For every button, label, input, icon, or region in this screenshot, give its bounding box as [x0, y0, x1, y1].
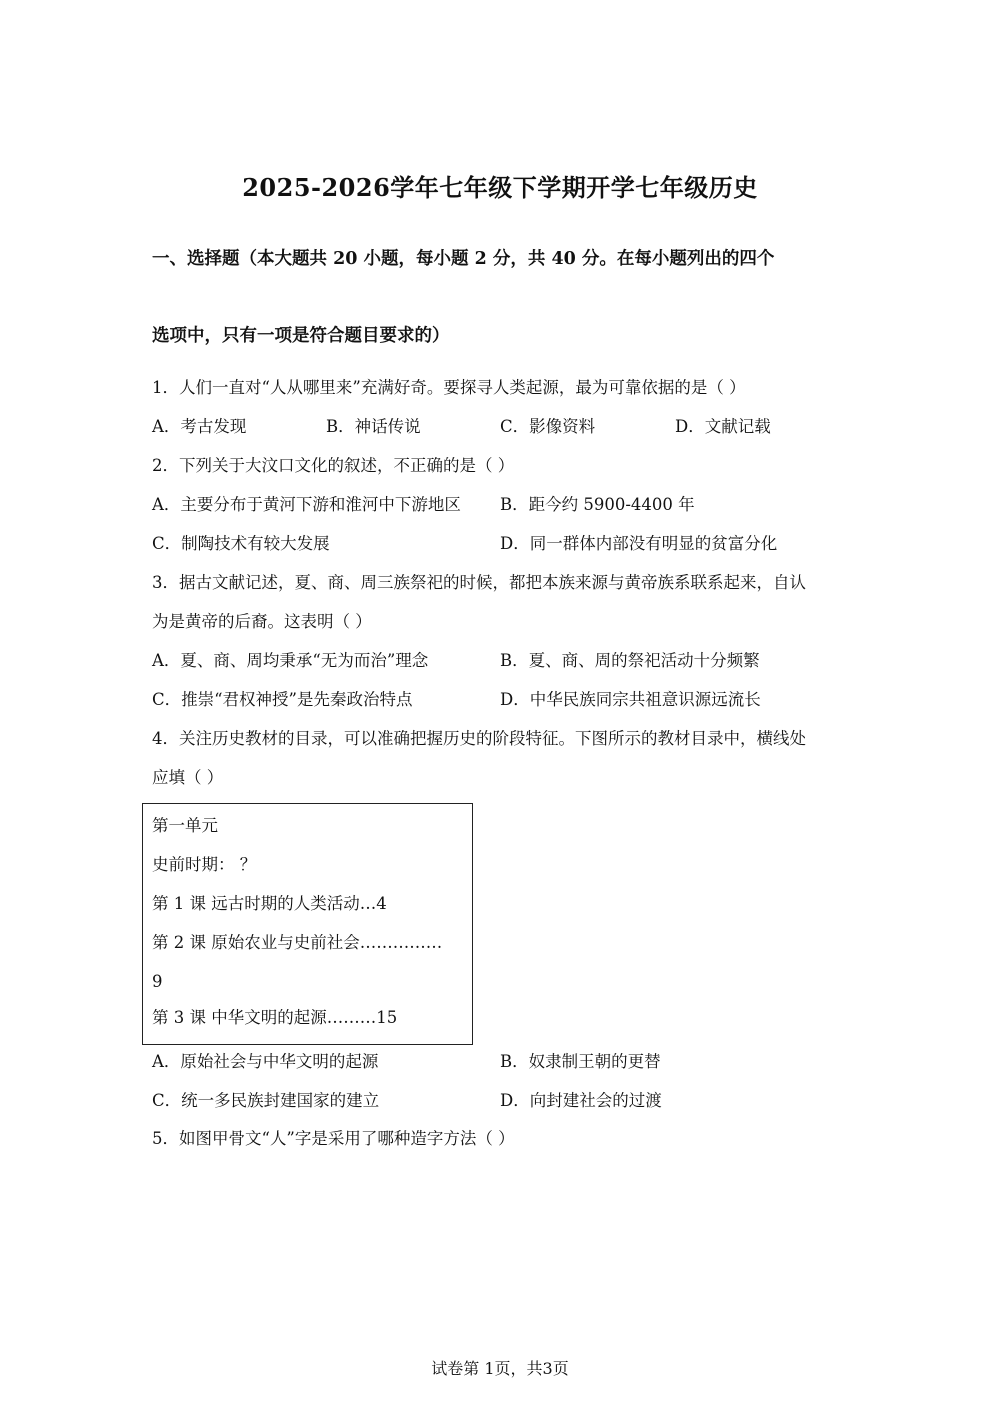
question-5-stem: 5．如图甲骨文“人”字是采用了哪种造字方法（ ）: [152, 1129, 515, 1148]
question-4-stem-line1: 4．关注历史教材的目录，可以准确把握历史的阶段特征。下图所示的教材目录中，横线处: [152, 729, 806, 748]
question-3-option-a: A．夏、商、周均秉承“无为而治”理念: [152, 651, 429, 670]
question-3-option-b: B．夏、商、周的祭祀活动十分频繁: [500, 651, 760, 670]
question-3-option-c: C．推崇“君权神授”是先秦政治特点: [152, 690, 413, 709]
section-heading-line2: 选项中，只有一项是符合题目要求的）: [152, 326, 450, 346]
page-footer: 试卷第 1页，共3页: [431, 1359, 569, 1378]
question-1-option-c: C．影像资料: [500, 417, 596, 436]
toc-unit-title: 第一单元: [152, 816, 218, 835]
question-2-option-c: C．制陶技术有较大发展: [152, 534, 330, 553]
textbook-toc-box: [142, 803, 473, 1045]
question-2-option-a: A．主要分布于黄河下游和淮河中下游地区: [152, 495, 461, 514]
question-2-option-d: D．同一群体内部没有明显的贫富分化: [500, 534, 778, 553]
question-4-option-b: B．奴隶制王朝的更替: [500, 1052, 661, 1071]
toc-lesson-2-page: 9: [152, 972, 163, 991]
toc-period-blank: 史前时期： ？: [152, 855, 257, 874]
toc-lesson-1: 第 1 课 远古时期的人类活动…4: [152, 894, 387, 913]
question-3-stem-line1: 3．据古文献记述，夏、商、周三族祭祀的时候，都把本族来源与黄帝族系联系起来，自认: [152, 573, 806, 592]
question-1-stem: 1．人们一直对“人从哪里来”充满好奇。要探寻人类起源，最为可靠依据的是（ ）: [152, 378, 746, 397]
toc-lesson-2: 第 2 课 原始农业与史前社会……………: [152, 933, 443, 952]
section-heading-line1: 一、选择题（本大题共 20 小题，每小题 2 分，共 40 分。在每小题列出的四个: [152, 249, 775, 269]
question-4-stem-line2: 应填（ ）: [152, 768, 224, 787]
question-1-option-a: A．考古发现: [152, 417, 247, 436]
question-4-option-c: C．统一多民族封建国家的建立: [152, 1091, 380, 1110]
question-1-option-d: D．文献记载: [675, 417, 771, 436]
question-4-option-d: D．向封建社会的过渡: [500, 1091, 662, 1110]
question-3-stem-line2: 为是黄帝的后裔。这表明（ ）: [152, 612, 372, 631]
question-3-option-d: D．中华民族同宗共祖意识源远流长: [500, 690, 761, 709]
question-2-stem: 2．下列关于大汶口文化的叙述，不正确的是（ ）: [152, 456, 515, 475]
toc-lesson-3: 第 3 课 中华文明的起源………15: [152, 1008, 398, 1027]
question-2-option-b: B．距今约 5900-4400 年: [500, 495, 695, 514]
page-title: 2025-2026学年七年级下学期开学七年级历史: [242, 173, 758, 202]
question-1-option-b: B．神话传说: [326, 417, 421, 436]
question-4-option-a: A．原始社会与中华文明的起源: [152, 1052, 379, 1071]
